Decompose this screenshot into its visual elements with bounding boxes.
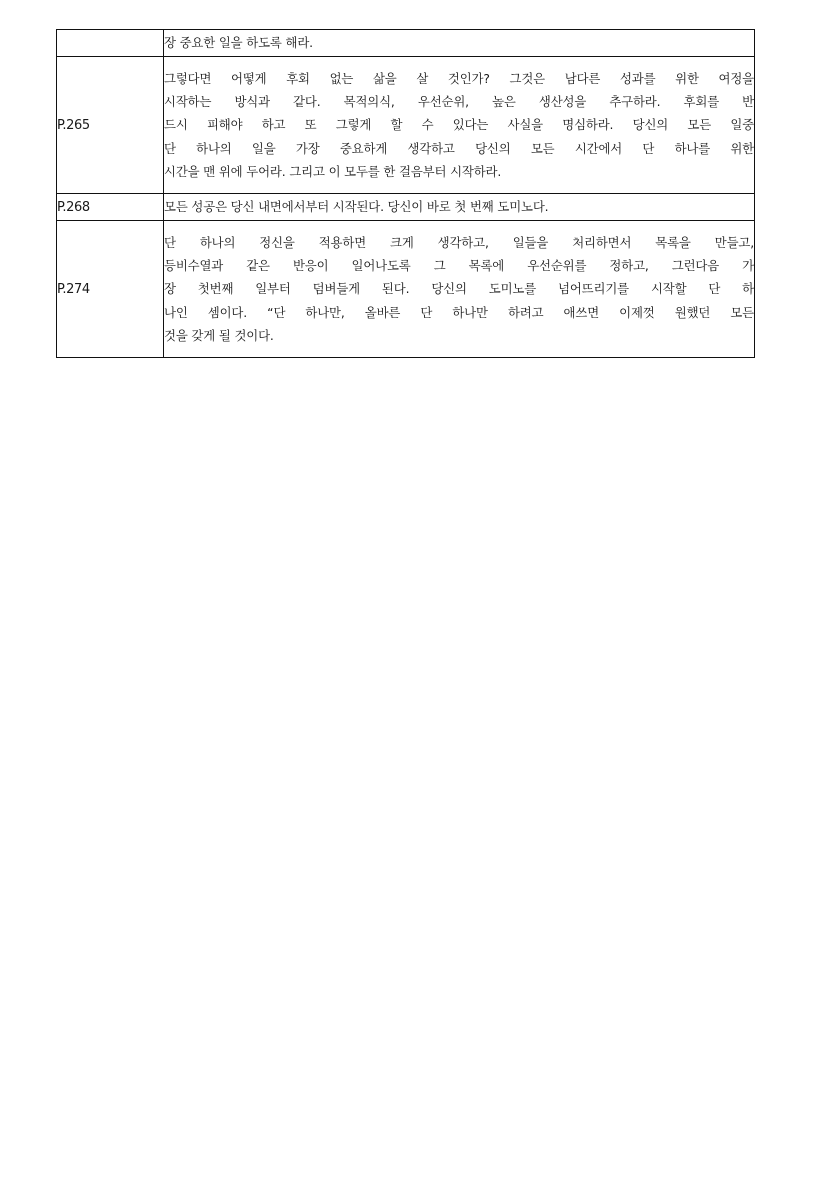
- quote-line: 모든 성공은 당신 내면에서부터 시작된다. 당신이 바로 첫 번째 도미노다.: [164, 199, 549, 215]
- table-row: [57, 221, 755, 358]
- page-number-cell: P.265: [57, 57, 164, 194]
- quote-line: 것을 갖게 될 것이다.: [164, 327, 274, 343]
- quote-line: 나인 셈이다. “단 하나만, 올바른 단 하나만 하려고 애쓰면 이제껏 원했던 모든: [164, 304, 754, 320]
- quote-line: 드시 피해야 하고 또 그렇게 할 수 있다는 사실을 명심하라. 당신의 모든 일중: [164, 117, 754, 133]
- quote-text-cell: [164, 30, 755, 57]
- page-number-cell: P.268: [57, 194, 164, 221]
- quote-table: [56, 29, 755, 358]
- table-row: [57, 57, 755, 194]
- quote-text-cell: [164, 194, 755, 221]
- quote-line: 장 중요한 일을 하도록 해라.: [164, 35, 313, 51]
- table-row: [57, 30, 755, 57]
- table-row: [57, 194, 755, 221]
- quote-line: 시작하는 방식과 같다. 목적의식, 우선순위, 높은 생산성을 추구하라. 후회를 반: [164, 94, 754, 110]
- quote-line: 단 하나의 일을 가장 중요하게 생각하고 당신의 모든 시간에서 단 하나를 위한: [164, 140, 754, 156]
- page-number-cell: P.274: [57, 221, 164, 358]
- quote-text-cell: [164, 57, 755, 194]
- quote-line: 등비수열과 같은 반응이 일어나도록 그 목록에 우선순위를 정하고, 그런다음 가: [164, 258, 754, 274]
- quote-line: 그렇다면 어떻게 후회 없는 삶을 살 것인가? 그것은 남다른 성과를 위한 여정을: [164, 70, 754, 86]
- quote-line: 시간을 맨 위에 두어라. 그리고 이 모두를 한 걸음부터 시작하라.: [164, 163, 502, 179]
- quote-line: 단 하나의 정신을 적용하면 크게 생각하고, 일들을 처리하면서 목록을 만들고,: [164, 234, 754, 250]
- quote-line: 장 첫번째 일부터 덤벼들게 된다. 당신의 도미노를 넘어뜨리기를 시작할 단 하: [164, 281, 754, 297]
- page-number-cell: [57, 30, 164, 57]
- quote-text-cell: [164, 221, 755, 358]
